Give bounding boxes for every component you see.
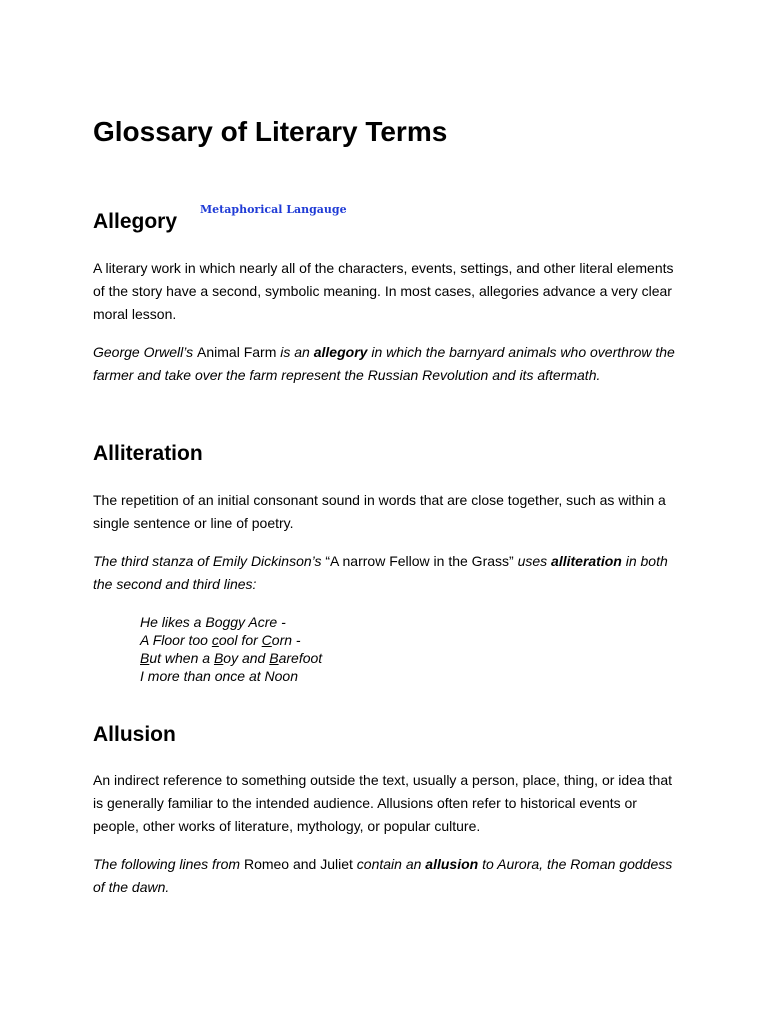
alliteration-example xyxy=(93,550,675,596)
allegory-example-text: in which the barnyard animals who overthrow the farmer and take over the farm represent the Russian Revolution and its aftermath. xyxy=(93,344,675,384)
alliteration-example-text: in both the second and third lines: xyxy=(93,553,668,593)
poem-line-text: A Floor too xyxy=(140,632,212,648)
metaphorical-language-tag: Metaphorical Langauge xyxy=(200,203,347,216)
alliteration-definition: The repetition of an initial consonant sound in words that are close together, such as within a single sentence or line of poetry. xyxy=(93,492,666,532)
poem-line xyxy=(140,667,322,685)
allegory-definition: A literary work in which nearly all of the characters, events, settings, and other literal elements of the story have a second, symbolic meaning. In most cases, allegories advance a very clear moral lesson. xyxy=(93,260,674,323)
allusion-definition: An indirect reference to something outside the text, usually a person, place, thing, or idea that is generally familiar to the intended audience. Allusions often refer to historical events or people, other works of literature, mythology, or popular culture. xyxy=(93,772,673,835)
allegory-example-text: is an xyxy=(276,344,314,360)
heading-alliteration: Alliteration xyxy=(93,442,203,465)
poem-line-text: ut when a xyxy=(149,650,214,666)
allusion-example-term: allusion xyxy=(425,856,479,872)
allusion-example-work: Romeo and Juliet xyxy=(243,856,353,872)
poem-line-text: oy and xyxy=(223,650,270,666)
allegory-example-term: allegory xyxy=(313,344,368,360)
allusion-example-text: contain an xyxy=(352,856,426,872)
poem-line-text: ool for xyxy=(218,632,262,648)
poem-line-text: I more than once at Noon xyxy=(140,668,298,684)
allusion-example-text: The following lines from xyxy=(93,856,244,872)
poem-line xyxy=(140,631,322,649)
heading-allusion: Allusion xyxy=(93,723,176,746)
poem-excerpt xyxy=(140,613,322,685)
poem-underlined-letter: B xyxy=(269,650,279,666)
heading-allegory: Allegory xyxy=(93,210,178,233)
poem-underlined-letter: B xyxy=(213,650,224,666)
allegory-example-work: Animal Farm xyxy=(197,344,277,360)
poem-underlined-letter: B xyxy=(140,650,150,666)
poem-underlined-letter: C xyxy=(261,632,272,648)
allegory-example xyxy=(93,341,675,387)
allusion-example-text: to Aurora, the Roman goddess of the dawn. xyxy=(93,856,673,896)
allegory-example-text: George Orwell’s xyxy=(93,344,198,360)
alliteration-example-work: “A narrow Fellow in the Grass” xyxy=(325,553,514,569)
poem-line-text: orn - xyxy=(271,632,301,648)
allusion-example xyxy=(93,853,675,899)
poem-line-text: arefoot xyxy=(278,650,323,666)
poem-underlined-letter: c xyxy=(211,632,219,648)
poem-line xyxy=(140,649,322,667)
document-title: Glossary of Literary Terms xyxy=(93,116,448,147)
alliteration-example-term: alliteration xyxy=(551,553,622,569)
poem-line xyxy=(140,613,322,631)
alliteration-example-text: The third stanza of Emily Dickinson’s xyxy=(93,553,326,569)
poem-line-text: He likes a Boggy Acre - xyxy=(140,614,286,630)
alliteration-example-text: uses xyxy=(513,553,552,569)
